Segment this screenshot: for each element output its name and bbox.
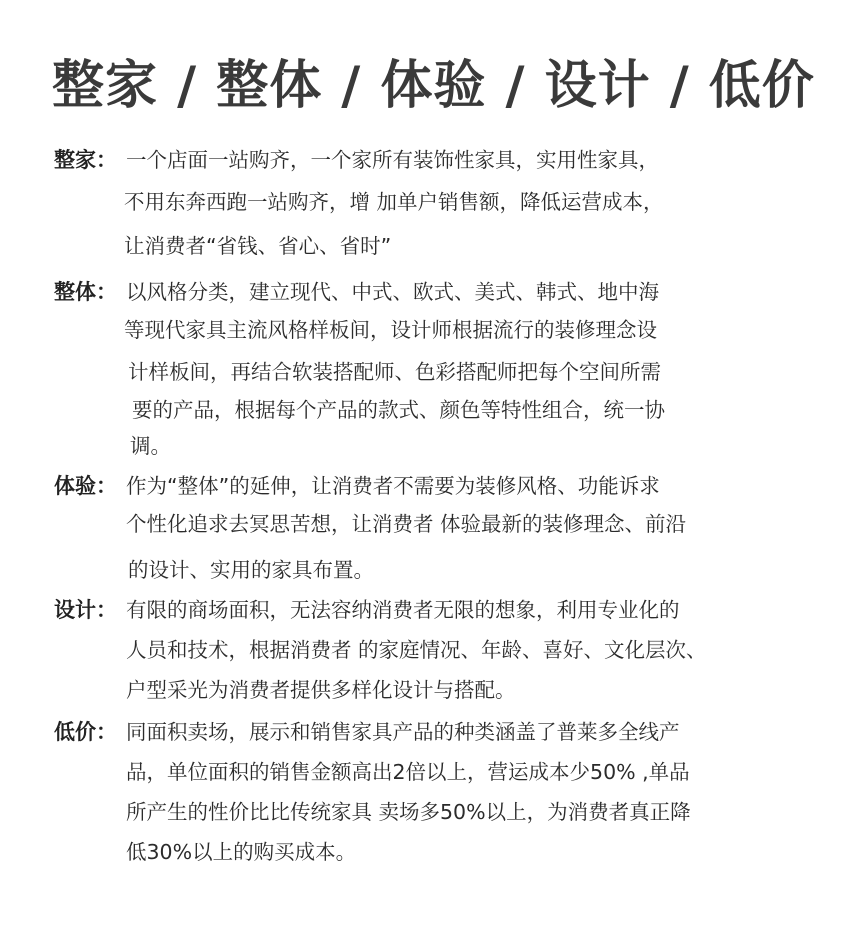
section-label: 低价： <box>54 720 117 744</box>
section-text-line: 人员和技术，根据消费者 的家庭情况、年龄、喜好、文化层次、 <box>126 638 707 662</box>
section-text-line: 计样板间，再结合软装搭配师、色彩搭配师把每个空间所需 <box>128 360 661 384</box>
section-text-line: 品，单位面积的销售金额高出2倍以上，营运成本少50% ,单品 <box>126 760 690 784</box>
section-label: 整家： <box>54 148 117 172</box>
section-text-line: 同面积卖场，展示和销售家具产品的种类涵盖了普莱多全线产 <box>126 720 680 744</box>
page-title: 整家 / 整体 / 体验 / 设计 / 低价 <box>52 56 815 116</box>
section-label: 体验： <box>54 474 117 498</box>
section-text-line: 户型采光为消费者提供多样化设计与搭配。 <box>126 678 516 702</box>
section-text-line: 低30%以上的购买成本。 <box>126 840 357 864</box>
section-text-line: 调。 <box>130 434 171 458</box>
section-text-line: 个性化追求去冥思苦想，让消费者 体验最新的装修理念、前沿 <box>126 512 687 536</box>
section-text-line: 不用东奔西跑一站购齐，增 加单户销售额，降低运营成本， <box>124 190 664 214</box>
section-text-line: 作为“整体”的延伸，让消费者不需要为装修风格、功能诉求 <box>126 474 660 498</box>
section-text-line: 让消费者“省钱、省心、省时” <box>124 234 392 258</box>
section-text-line: 的设计、实用的家具布置。 <box>128 558 374 582</box>
section-text-line: 以风格分类，建立现代、中式、欧式、美式、韩式、地中海 <box>126 280 659 304</box>
section-label: 整体： <box>54 280 117 304</box>
section-text-line: 要的产品，根据每个产品的款式、颜色等特性组合，统一协 <box>132 398 665 422</box>
section-text-line: 所产生的性价比比传统家具 卖场多50%以上，为消费者真正降 <box>126 800 691 824</box>
section-text-line: 等现代家具主流风格样板间，设计师根据流行的装修理念设 <box>124 318 657 342</box>
section-label: 设计： <box>54 598 117 622</box>
section-text-line: 一个店面一站购齐，一个家所有装饰性家具，实用性家具， <box>126 148 659 172</box>
section-text-line: 有限的商场面积，无法容纳消费者无限的想象，利用专业化的 <box>126 598 680 622</box>
